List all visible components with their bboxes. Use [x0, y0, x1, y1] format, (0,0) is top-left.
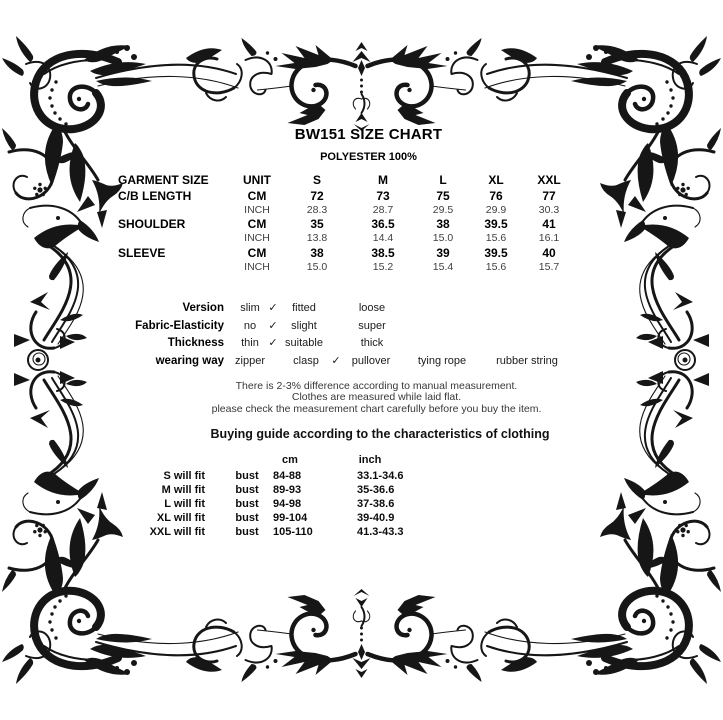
buying-guide-row-m [0, 484, 723, 497]
attr-option: tying rope [417, 355, 467, 367]
row-label [118, 260, 226, 274]
attr-option: rubber string [496, 355, 558, 367]
value-cell: 39 [436, 245, 450, 260]
body-part: bust [235, 512, 259, 524]
attr-option: super [358, 320, 386, 332]
unit-cell: INCH [244, 203, 270, 216]
row-label [118, 203, 226, 217]
value-cell: 76 [489, 188, 503, 203]
value-cell: 15.0 [432, 232, 454, 244]
value-cell: 30.3 [538, 203, 560, 216]
value-cell: 38 [436, 217, 450, 231]
unit-cell: INCH [244, 260, 270, 273]
size-row-shoulder-inch [118, 232, 572, 246]
value-cell: 15.0 [306, 260, 328, 273]
value-cell: 35 [310, 217, 324, 231]
buying-guide-header [0, 454, 723, 467]
value-cell: 38 [310, 245, 324, 260]
buying-guide-row-xxl [0, 526, 723, 539]
check-icon: ✓ [268, 336, 278, 349]
attr-option: thin [241, 337, 259, 349]
size-row-cb-length-cm [118, 188, 572, 203]
value-cell: 73 [376, 188, 390, 203]
size-table [118, 171, 572, 274]
size-row-sleeve-cm [118, 245, 572, 260]
attr-label: Version [182, 302, 224, 314]
value-cell: 28.7 [372, 203, 394, 216]
size-label: L will fit [164, 498, 205, 510]
value-cell: 13.8 [306, 232, 328, 244]
check-icon: ✓ [268, 319, 278, 332]
value-cell: 16.1 [538, 232, 560, 244]
attr-option-checked: fitted [292, 302, 316, 314]
value-cell: 77 [542, 188, 556, 203]
cm-range: 89-93 [273, 484, 302, 496]
buying-guide-row-s [0, 470, 723, 483]
value-cell: 36.5 [371, 217, 395, 231]
size-label: M will fit [161, 484, 205, 496]
col-cm: cm [282, 454, 298, 466]
size-label: S will fit [163, 470, 205, 482]
unit-cell: CM [247, 217, 267, 231]
value-cell: 41 [542, 217, 556, 231]
value-cell: 38.5 [371, 245, 395, 260]
row-label: C/B LENGTH [118, 188, 192, 203]
attr-row-wearing-way [0, 354, 723, 368]
value-cell: 15.4 [432, 260, 454, 273]
value-cell: 28.3 [306, 203, 328, 216]
body-part: bust [235, 484, 259, 496]
cm-range: 99-104 [273, 512, 308, 524]
cm-range: 84-88 [273, 470, 302, 482]
buying-guide-row-xl [0, 512, 723, 525]
cm-range: 94-98 [273, 498, 302, 510]
attr-row-thickness [0, 336, 723, 350]
row-label: SHOULDER [118, 217, 186, 231]
size-label: XXL will fit [149, 526, 205, 538]
unit-cell: CM [247, 245, 267, 260]
value-cell: 29.9 [485, 203, 507, 216]
value-cell: 29.5 [432, 203, 454, 216]
attr-row-elasticity [0, 319, 723, 333]
value-cell: 75 [436, 188, 450, 203]
value-cell: 15.7 [538, 260, 560, 273]
size-table-header [118, 171, 572, 188]
value-cell: 39.5 [484, 245, 508, 260]
col-unit: UNIT [243, 172, 271, 187]
attr-option-checked: slight [291, 320, 317, 332]
value-cell: 15.6 [485, 232, 507, 244]
inch-range: 33.1-34.6 [357, 470, 404, 482]
attr-option: slim [240, 302, 260, 314]
inch-range: 41.3-43.3 [357, 526, 404, 538]
buying-guide-row-l [0, 498, 723, 511]
unit-cell: CM [247, 188, 267, 203]
attr-option: no [243, 320, 257, 332]
body-part: bust [235, 498, 259, 510]
attr-row-version [0, 301, 723, 315]
note-line-1: There is 2-3% difference according to manual measurement. [235, 380, 518, 392]
size-row-shoulder-cm [118, 217, 572, 232]
col-inch: inch [358, 454, 382, 466]
inch-range: 39-40.9 [357, 512, 395, 524]
attr-option: zipper [235, 355, 265, 367]
attr-option-checked: pullover [351, 355, 391, 367]
unit-cell: INCH [244, 232, 270, 244]
attr-label: Thickness [167, 337, 224, 349]
value-cell: 39.5 [484, 217, 508, 231]
value-cell: 72 [310, 188, 324, 203]
col-garment-size: GARMENT SIZE [118, 172, 209, 187]
inch-range: 37-38.6 [357, 498, 395, 510]
value-cell: 15.6 [485, 260, 507, 273]
value-cell: 15.2 [372, 260, 394, 273]
attr-label: wearing way [155, 355, 224, 367]
note-line-3: please check the measurement chart carefully before you buy the item. [211, 403, 542, 415]
row-label: SLEEVE [118, 245, 166, 260]
attr-option: loose [358, 302, 386, 314]
col-m: M [378, 172, 388, 187]
attr-option: clasp [293, 355, 319, 367]
size-row-cb-length-inch [118, 203, 572, 217]
body-part: bust [235, 470, 259, 482]
col-s: S [312, 172, 321, 187]
check-icon: ✓ [331, 354, 341, 367]
size-label: XL will fit [156, 512, 205, 524]
row-label [118, 232, 226, 246]
attr-option: thick [360, 337, 384, 349]
col-xxl: XXL [537, 172, 561, 187]
col-xl: XL [488, 172, 504, 187]
inch-range: 35-36.6 [357, 484, 395, 496]
material-subtitle: POLYESTER 100% [320, 151, 417, 163]
attr-option-checked: suitable [285, 337, 323, 349]
body-part: bust [235, 526, 259, 538]
page-title: BW151 SIZE CHART [294, 126, 443, 143]
col-l: L [439, 172, 447, 187]
value-cell: 14.4 [372, 232, 394, 244]
cm-range: 105-110 [273, 526, 313, 538]
size-row-sleeve-inch [118, 260, 572, 274]
attr-label: Fabric-Elasticity [135, 320, 224, 332]
note-line-2: Clothes are measured while laid flat. [291, 391, 462, 403]
buying-guide-heading: Buying guide according to the characteristics of clothing [210, 427, 550, 441]
value-cell: 40 [542, 245, 556, 260]
check-icon: ✓ [268, 301, 278, 314]
